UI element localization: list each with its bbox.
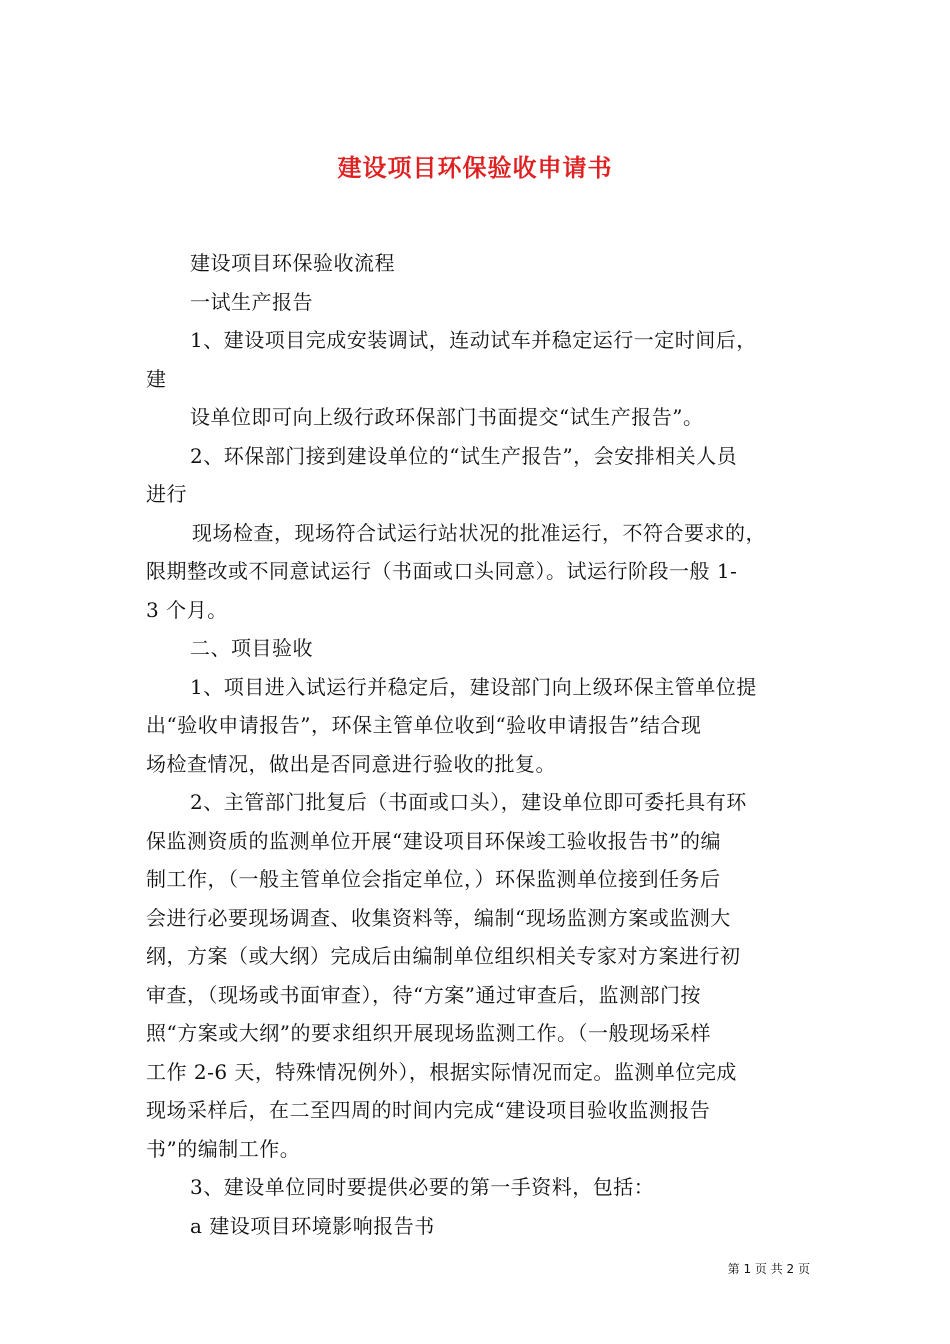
text-line: 书”的编制工作。 <box>146 1136 301 1161</box>
text-line: 出“验收申请报告”，环保主管单位收到“验收申请报告”结合现 <box>146 713 702 737</box>
text-line: 2、主管部门批复后（书面或口头），建设单位即可委托具有环 <box>190 790 747 814</box>
document-title: 建设项目环保验收申请书 <box>337 154 613 183</box>
text-line: 3 个月。 <box>146 597 228 622</box>
text-line: 建 <box>146 366 167 391</box>
text-line: 场检查情况，做出是否同意进行验收的批复。 <box>146 751 556 776</box>
text-line: 1、建设项目完成安装调试，连动试车并稳定运行一定时间后， <box>190 328 757 352</box>
text-line: 进行 <box>146 482 187 506</box>
text-line: 现场检查，现场符合试运行站状况的批准运行，不符合要求的， <box>192 520 766 545</box>
text-line: 2、环保部门接到建设单位的“试生产报告”，会安排相关人员 <box>190 443 738 468</box>
text-line: 限期整改或不同意试运行（书面或口头同意）。试运行阶段一般 1- <box>146 559 738 583</box>
page-number: 第 1 页 共 2 页 <box>727 1262 810 1276</box>
text-line: 照“方案或大纲”的要求组织开展现场监测工作。（一般现场采样 <box>146 1021 711 1045</box>
text-line: 审查，（现场或书面审查），待“方案”通过审查后，监测部门按 <box>146 982 701 1007</box>
text-line: a 建设项目环境影响报告书 <box>190 1213 435 1238</box>
text-line: 一试生产报告 <box>190 289 313 314</box>
text-line: 纲，方案（或大纲）完成后由编制单位组织相关专家对方案进行初 <box>146 944 741 968</box>
text-line: 工作 2-6 天，特殊情况例外），根据实际情况而定。监测单位完成 <box>146 1059 737 1084</box>
text-line: 1、项目进入试运行并稳定后，建设部门向上级环保主管单位提 <box>190 674 757 699</box>
text-line: 二、项目验收 <box>190 636 313 660</box>
text-line: 制工作，（一般主管单位会指定单位，）环保监测单位接到任务后 <box>146 867 721 891</box>
text-line: 会进行必要现场调查、收集资料等，编制“现场监测方案或监测大 <box>146 905 731 930</box>
text-line: 现场采样后，在二至四周的时间内完成“建设项目验收监测报告 <box>146 1098 711 1122</box>
text-line: 设单位即可向上级行政环保部门书面提交“试生产报告”。 <box>190 405 704 429</box>
document-body <box>146 244 814 1245</box>
text-line: 建设项目环保验收流程 <box>190 251 395 275</box>
text-line: 3、建设单位同时要提供必要的第一手资料，包括： <box>190 1175 655 1199</box>
text-line: 保监测资质的监测单位开展“建设项目环保竣工验收报告书”的编 <box>146 828 721 853</box>
